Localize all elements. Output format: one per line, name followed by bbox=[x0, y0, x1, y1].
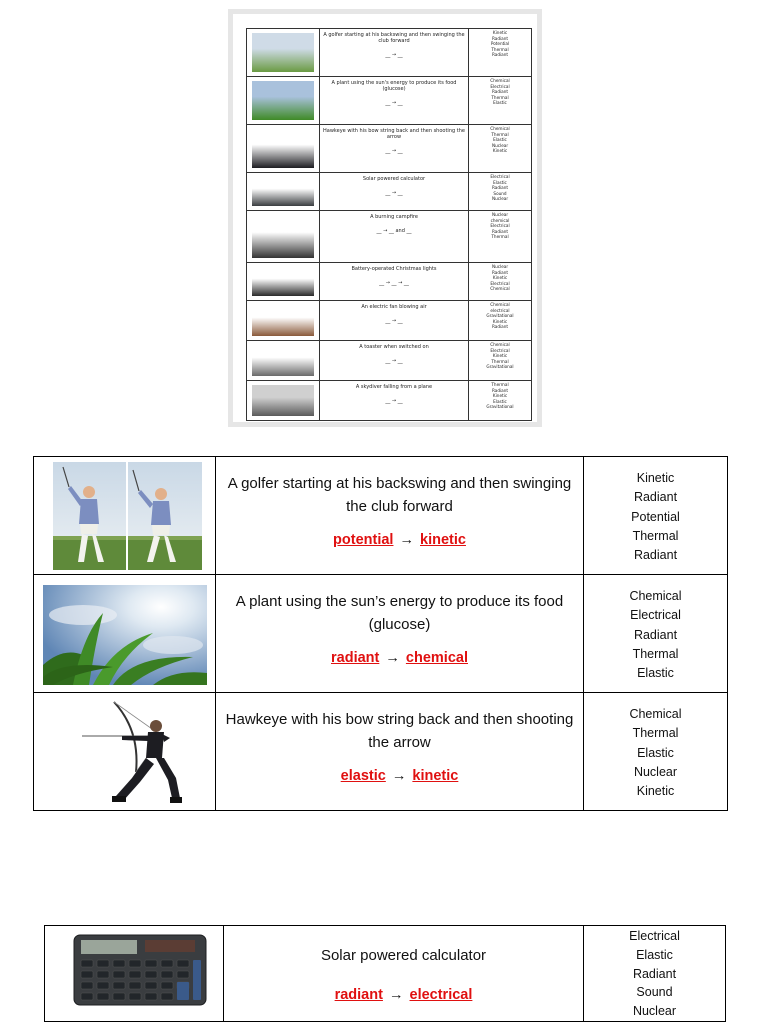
thumbnail-row bbox=[247, 341, 532, 381]
calculator-options-cell bbox=[584, 926, 726, 1022]
table-row-hawkeye bbox=[34, 693, 728, 811]
thumbnail-blank: __ → __ → __ bbox=[379, 280, 409, 286]
calculator-description-cell bbox=[224, 926, 584, 1022]
option-item: Potential bbox=[631, 509, 680, 524]
option-item: Electrical bbox=[630, 608, 681, 623]
thumbnail-option-item: Nuclear bbox=[491, 142, 509, 148]
calculator-table bbox=[44, 925, 726, 1022]
arrow-icon: → bbox=[399, 532, 414, 548]
thumbnail-option-item: Gravitational bbox=[486, 313, 514, 319]
golfer-answer bbox=[216, 532, 583, 548]
thumbnail-image-cell bbox=[247, 263, 320, 301]
thumbnail-option-item: Thermal bbox=[491, 382, 509, 387]
thumbnail-option-item: Chemical bbox=[490, 286, 510, 292]
thumbnail-option-item: Thermal bbox=[491, 46, 509, 52]
thumbnail-image bbox=[252, 129, 314, 168]
option-item: Elastic bbox=[636, 947, 673, 962]
thumbnail-option-item: Electrical bbox=[490, 223, 510, 229]
option-item: Thermal bbox=[632, 646, 679, 661]
thumbnail-description-cell bbox=[320, 77, 469, 125]
thumbnail-blank: __ → __ bbox=[385, 190, 403, 196]
hawkeye-options bbox=[584, 693, 727, 801]
thumbnail-option-item: Thermal bbox=[491, 94, 509, 100]
option-item: Radiant bbox=[633, 627, 678, 642]
thumbnail-row bbox=[247, 125, 532, 173]
thumbnail-row bbox=[247, 263, 532, 301]
thumbnail-option-item: chemical bbox=[490, 217, 510, 223]
thumbnail-option-item: Chemical bbox=[490, 302, 510, 307]
hawkeye-image-cell bbox=[34, 693, 216, 811]
golfer-options-cell bbox=[584, 457, 728, 575]
thumbnail-option-item: Elastic bbox=[493, 179, 507, 185]
thumbnail-image bbox=[252, 177, 314, 206]
thumbnail-description: A skydiver falling from a plane bbox=[355, 384, 433, 390]
thumbnail-description-cell bbox=[320, 263, 469, 301]
thumbnail-image bbox=[252, 81, 314, 120]
thumbnail-blank: __ → __ bbox=[385, 100, 403, 106]
plant-answer-from: radiant bbox=[331, 650, 380, 666]
thumbnail-blank: __ → __ bbox=[385, 398, 403, 404]
worksheet-thumbnail[interactable] bbox=[228, 9, 542, 427]
plant-answer-to: chemical bbox=[405, 650, 468, 666]
option-item: Thermal bbox=[632, 726, 679, 741]
thumbnail-option-item: Kinetic bbox=[492, 318, 508, 324]
thumbnail-description: Battery-operated Christmas lights bbox=[351, 266, 437, 272]
thumbnail-option-item: Elastic bbox=[493, 398, 507, 404]
arrow-icon: → bbox=[391, 768, 407, 784]
golfer-options bbox=[584, 457, 727, 565]
thumbnail-description-cell bbox=[320, 173, 469, 211]
thumbnail-image-cell bbox=[247, 173, 320, 211]
table-row-calculator bbox=[45, 926, 726, 1022]
golfer-image-cell bbox=[34, 457, 216, 575]
thumbnail-option-item: Radiant bbox=[491, 387, 509, 393]
thumbnail-description: An electric fan blowing air bbox=[361, 304, 427, 310]
thumbnail-option-item: Chemical bbox=[490, 342, 510, 347]
thumbnail-option-item: electrical bbox=[490, 307, 510, 313]
option-item: Radiant bbox=[633, 490, 678, 505]
thumbnail-option-item: Kinetic bbox=[492, 30, 508, 35]
thumbnail-image-cell bbox=[247, 301, 320, 341]
thumbnail-options-cell bbox=[469, 341, 532, 381]
option-item: Chemical bbox=[629, 707, 682, 721]
thumbnail-description-cell bbox=[320, 341, 469, 381]
thumbnail-description: A toaster when switched on bbox=[359, 344, 429, 350]
thumbnail-option-item: Electrical bbox=[490, 347, 510, 353]
calculator-answer-from: radiant bbox=[334, 987, 383, 1003]
thumbnail-image bbox=[252, 215, 314, 258]
thumbnail-option-item: Nuclear bbox=[491, 196, 509, 202]
plant-image bbox=[43, 585, 207, 685]
thumbnail-table bbox=[246, 28, 532, 421]
thumbnail-option-item: Radiant bbox=[491, 228, 509, 234]
hawkeye-description: Hawkeye with his bow string back and then shooting the arrow bbox=[225, 711, 574, 751]
thumbnail-option-item: Elastic bbox=[493, 100, 507, 106]
thumbnail-description: Hawkeye with his bow string back and then shooting the arrow bbox=[323, 128, 465, 140]
thumbnail-option-item: Kinetic bbox=[492, 353, 508, 359]
thumbnail-option-item: Radiant bbox=[491, 52, 509, 58]
arrow-icon: → bbox=[385, 650, 400, 666]
thumbnail-option-item: Radiant bbox=[491, 185, 509, 191]
thumbnail-description: A burning campfire bbox=[370, 214, 418, 220]
thumbnail-options-cell bbox=[469, 173, 532, 211]
calculator-answer bbox=[224, 987, 583, 1003]
thumbnail-options-cell bbox=[469, 77, 532, 125]
thumbnail-description-cell bbox=[320, 29, 469, 77]
thumbnail-blank: __ → __ bbox=[385, 358, 403, 364]
thumbnail-option-item: Sound bbox=[493, 190, 507, 196]
thumbnail-option-item: Nuclear bbox=[491, 212, 509, 217]
thumbnail-description: A golfer starting at his backswing and then swinging the club forward bbox=[323, 32, 465, 44]
thumbnail-option-item: Kinetic bbox=[492, 275, 508, 281]
plant-options-cell bbox=[584, 575, 728, 693]
hawkeye-options-cell bbox=[584, 693, 728, 811]
archer-image bbox=[82, 700, 184, 806]
thumbnail-row bbox=[247, 301, 532, 341]
thumbnail-blank: __ → __ bbox=[385, 52, 403, 58]
thumbnail-option-item: Nuclear bbox=[491, 264, 509, 269]
golfer-description-cell bbox=[216, 457, 584, 575]
thumbnail-option-item: Chemical bbox=[490, 78, 510, 83]
option-item: Electrical bbox=[629, 929, 680, 943]
thumbnail-row bbox=[247, 29, 532, 77]
golfer-image bbox=[53, 462, 202, 570]
thumbnail-options-cell bbox=[469, 211, 532, 263]
plant-description-cell bbox=[216, 575, 584, 693]
thumbnail-options-cell bbox=[469, 301, 532, 341]
thumbnail-blank: __ → __ bbox=[385, 148, 403, 154]
calculator-options bbox=[584, 926, 725, 1021]
thumbnail-blank: __ → __ and __ bbox=[376, 228, 412, 234]
thumbnail-option-item: Electrical bbox=[490, 174, 510, 179]
calculator-image-cell bbox=[45, 926, 224, 1022]
thumbnail-option-item: Thermal bbox=[491, 131, 509, 137]
thumbnail-description-cell bbox=[320, 125, 469, 173]
calculator-description: Solar powered calculator bbox=[320, 947, 487, 964]
plant-answer bbox=[216, 650, 583, 666]
option-item: Thermal bbox=[632, 528, 679, 543]
thumbnail-option-item: Electrical bbox=[490, 83, 510, 89]
table-row-golfer bbox=[34, 457, 728, 575]
thumbnail-option-item: Kinetic bbox=[492, 393, 508, 399]
thumbnail-option-item: Kinetic bbox=[492, 148, 508, 154]
thumbnail-options-cell bbox=[469, 29, 532, 77]
thumbnail-option-item: Elastic bbox=[493, 137, 507, 143]
arrow-icon: → bbox=[388, 987, 404, 1003]
hawkeye-description-cell bbox=[216, 693, 584, 811]
plant-description: A plant using the sun’s energy to produce its food (glucose) bbox=[235, 593, 564, 633]
option-item: Elastic bbox=[637, 666, 674, 681]
option-item: Radiant bbox=[632, 966, 677, 981]
thumbnail-description: Solar powered calculator bbox=[362, 176, 426, 182]
thumbnail-image bbox=[252, 385, 314, 416]
thumbnail-image bbox=[252, 345, 314, 376]
thumbnail-option-item: Gravitational bbox=[486, 364, 514, 370]
thumbnail-image-cell bbox=[247, 341, 320, 381]
golfer-answer-from: potential bbox=[333, 532, 394, 548]
hawkeye-answer-to: kinetic bbox=[412, 768, 459, 784]
table-row-plant bbox=[34, 575, 728, 693]
option-item: Radiant bbox=[633, 548, 678, 563]
option-item: Sound bbox=[636, 985, 673, 1000]
option-item: Elastic bbox=[637, 745, 674, 760]
thumbnail-option-item: Gravitational bbox=[486, 404, 514, 410]
thumbnail-option-item: Potential bbox=[490, 41, 510, 47]
answer-table bbox=[33, 456, 728, 811]
plant-options bbox=[584, 575, 727, 683]
thumbnail-row bbox=[247, 211, 532, 263]
thumbnail-option-item: Thermal bbox=[491, 234, 509, 240]
thumbnail-image-cell bbox=[247, 211, 320, 263]
golfer-answer-to: kinetic bbox=[420, 532, 466, 548]
thumbnail-description: A plant using the sun's energy to produce its food (glucose) bbox=[331, 80, 457, 92]
thumbnail-image-cell bbox=[247, 381, 320, 421]
calculator-image bbox=[73, 934, 207, 1006]
golfer-description: A golfer starting at his backswing and then swinging the club forward bbox=[227, 475, 572, 515]
thumbnail-option-item: Radiant bbox=[491, 89, 509, 95]
option-item: Nuclear bbox=[633, 764, 678, 779]
thumbnail-option-item: Radiant bbox=[491, 324, 509, 330]
thumbnail-options-cell bbox=[469, 381, 532, 421]
thumbnail-option-item: Thermal bbox=[491, 358, 509, 364]
thumbnail-option-item: Electrical bbox=[490, 280, 510, 286]
thumbnail-page bbox=[233, 14, 537, 422]
calculator-answer-to: electrical bbox=[409, 987, 473, 1003]
thumbnail-description-cell bbox=[320, 381, 469, 421]
thumbnail-description-cell bbox=[320, 301, 469, 341]
thumbnail-image bbox=[252, 33, 314, 72]
option-item: Chemical bbox=[629, 589, 682, 603]
thumbnail-image-cell bbox=[247, 77, 320, 125]
thumbnail-options-cell bbox=[469, 263, 532, 301]
thumbnail-row bbox=[247, 381, 532, 421]
thumbnail-options-cell bbox=[469, 125, 532, 173]
thumbnail-image bbox=[252, 267, 314, 296]
hawkeye-answer-from: elastic bbox=[340, 768, 386, 784]
hawkeye-answer bbox=[216, 768, 583, 784]
thumbnail-image bbox=[252, 305, 314, 336]
thumbnail-description-cell bbox=[320, 211, 469, 263]
thumbnail-image-cell bbox=[247, 125, 320, 173]
option-item: Nuclear bbox=[632, 1004, 677, 1019]
thumbnail-option-item: Chemical bbox=[490, 126, 510, 131]
thumbnail-row bbox=[247, 77, 532, 125]
thumbnail-option-item: Radiant bbox=[491, 35, 509, 41]
thumbnail-row bbox=[247, 173, 532, 211]
thumbnail-blank: __ → __ bbox=[385, 318, 403, 324]
option-item: Kinetic bbox=[636, 784, 675, 799]
thumbnail-image-cell bbox=[247, 29, 320, 77]
thumbnail-option-item: Radiant bbox=[491, 269, 509, 275]
option-item: Kinetic bbox=[636, 471, 675, 485]
plant-image-cell bbox=[34, 575, 216, 693]
